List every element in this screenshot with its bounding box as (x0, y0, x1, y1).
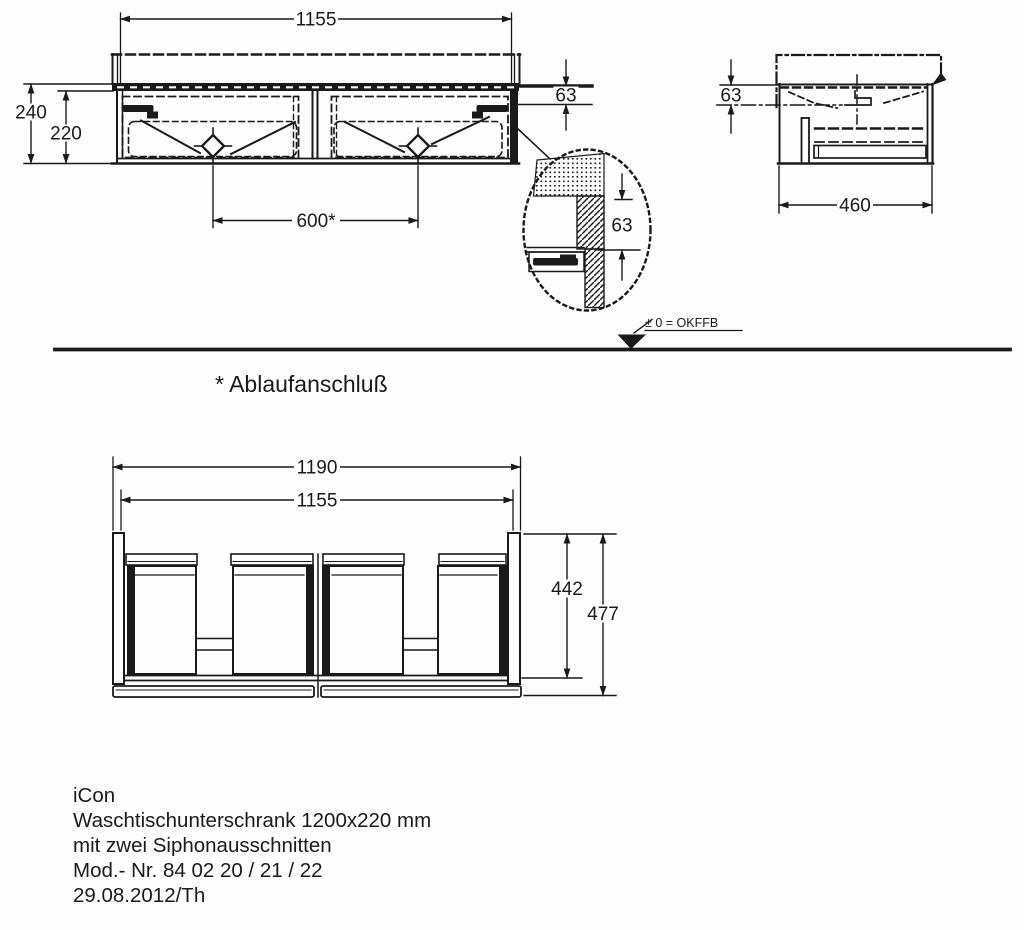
ground-datum (55, 316, 1010, 350)
footnote-drain-connection: * Ablaufanschluß (215, 371, 388, 397)
dim-front-heights (13, 84, 113, 164)
side-panel-left (113, 533, 124, 684)
dim-side-top-offset-label: 63 (720, 85, 742, 107)
drawer-fronts (113, 686, 521, 697)
basin-bowl-profile (789, 75, 923, 124)
detail-leader-line (518, 129, 549, 158)
dim-detail-offset-label: 63 (611, 215, 633, 237)
title-product: Waschtischunterschrank 1200x220 mm (73, 809, 432, 832)
dim-front-top-offset (518, 60, 592, 130)
dim-height-total-label: 240 (15, 102, 47, 124)
detail-view (518, 129, 651, 311)
cabinet-carcass (112, 83, 519, 164)
title-model-number: Mod.- Nr. 84 02 20 / 21 / 22 (73, 859, 323, 882)
dim-drain-spacing (213, 166, 418, 232)
dim-depth-label: 460 (839, 195, 871, 217)
washbasin-outline (112, 54, 520, 84)
drawer-boxes (128, 566, 506, 674)
dim-depth-body-label: 442 (551, 579, 583, 600)
dim-depth-total-label: 477 (587, 604, 619, 625)
dim-front-width (121, 10, 512, 84)
title-series: iCon (73, 784, 116, 807)
dim-depth (779, 166, 932, 217)
dim-plan-width-body (121, 490, 513, 530)
ceramic-section (534, 154, 605, 197)
datum-label: ± 0 = OKFFB (645, 316, 719, 330)
drawer-right (332, 97, 509, 165)
panel-section-upper (577, 196, 604, 249)
side-view (717, 55, 947, 217)
panel-section-lower (585, 249, 604, 308)
side-panel-right (508, 533, 520, 684)
drawer-slide-left (123, 105, 159, 119)
back-rail (124, 676, 508, 681)
basin-corner-arrow (932, 73, 947, 86)
drawer-side-section (802, 118, 927, 162)
dim-plan-width-total-label: 1190 (296, 457, 338, 479)
dim-plan-depths (522, 534, 621, 696)
plan-view (113, 457, 621, 697)
rail-section (527, 248, 584, 272)
dim-height-body-label: 220 (50, 123, 82, 145)
dim-front-width-label: 1155 (295, 9, 337, 31)
datum-triangle-icon (618, 335, 647, 350)
dim-front-top-offset-label: 63 (555, 85, 577, 107)
washbasin-outline-side (717, 55, 947, 107)
drawer-left (123, 97, 299, 165)
front-view (13, 10, 592, 233)
top-rails (126, 554, 506, 565)
title-date: 29.08.2012/Th (73, 884, 206, 907)
title-variant: mit zwei Siphonausschnitten (73, 834, 332, 857)
dim-drain-spacing-label: 600* (296, 211, 336, 232)
dim-plan-width-body-label: 1155 (296, 490, 338, 512)
dim-side-top-offset (719, 60, 779, 133)
title-block (73, 784, 431, 907)
